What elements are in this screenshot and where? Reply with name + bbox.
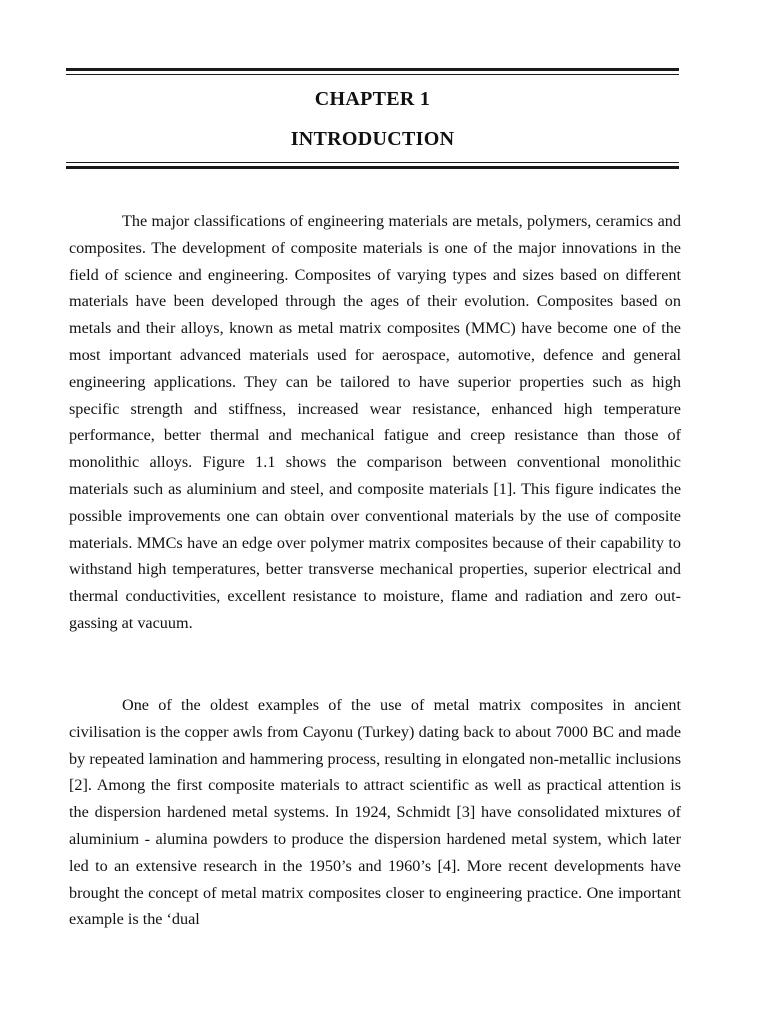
chapter-label: CHAPTER 1 <box>314 88 431 110</box>
chapter-title: INTRODUCTION <box>290 128 455 150</box>
top-rule-thick-line <box>66 68 679 71</box>
top-double-rule <box>66 68 679 75</box>
body-paragraph-1: The major classifications of engineering materials are metals, polymers, ceramics and composites. The development of composite materials is one of the major innovations in the field of science and engineering. Composites of varying types and sizes based on different materials have been developed through the ages of their evolution. Composites based on metals and their alloys, known as metal matrix composites (MMC) have become one of the most important advanced materials used for aerospace, automotive, defence and general engineering applications. They can be tailored to have superior properties such as high specific strength and stiffness, increased wear resistance, enhanced high temperature performance, better thermal and mechanical fatigue and creep resistance than those of monolithic alloys. Figure 1.1 shows the comparison between conventional monolithic materials such as aluminium and steel, and composite materials [1]. This figure indicates the possible improvements one can obtain over conventional materials by the use of composite materials. MMCs have an edge over polymer matrix composites because of their capability to withstand high temperatures, better transverse mechanical properties, superior electrical and thermal conductivities, excellent resistance to moisture, flame and radiation and zero out-gassing at vacuum. <box>69 212 681 632</box>
top-rule-thin-line <box>66 74 679 75</box>
bottom-double-rule <box>66 162 679 169</box>
bottom-rule-thin-line <box>66 162 679 163</box>
body-paragraph-2: One of the oldest examples of the use of metal matrix composites in ancient civilisation is the copper awls from Cayonu (Turkey) dating back to about 7000 BC and made by repeated lamination and hammering process, resulting in elongated non-metallic inclusions [2]. Among the first composite materials to attract scientific as well as practical attention is the dispersion hardened metal systems. In 1924, Schmidt [3] have consolidated mixtures of aluminium - alumina powders to produce the dispersion hardened metal system, which later led to an extensive research in the 1950’s and 1960’s [4]. More recent developments have brought the concept of metal matrix composites closer to engineering practice. One important example is the ‘dual <box>69 696 681 929</box>
bottom-rule-thick-line <box>66 166 679 169</box>
